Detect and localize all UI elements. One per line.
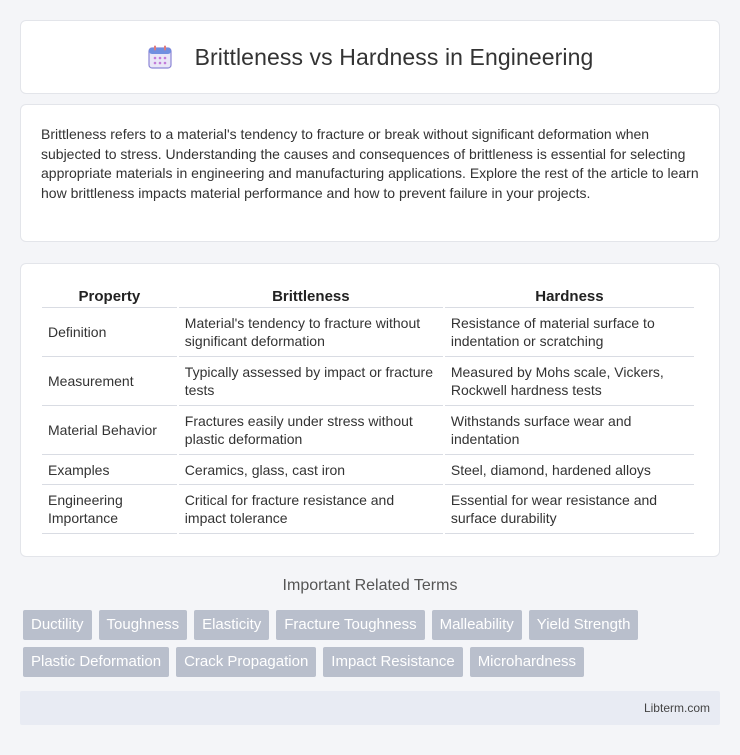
title-card [20,20,720,94]
table-cell: Examples [42,455,177,485]
intro-card [20,104,720,242]
table-cell: Essential for wear resistance and surface durability [445,485,694,534]
page-title: Brittleness vs Hardness in Engineering [194,43,594,70]
table-cell: Measurement [42,357,177,406]
term-chip-microhardness[interactable]: Microhardness [470,647,584,677]
table-row [42,455,694,485]
table-cell: Material Behavior [42,406,177,455]
term-chip-yield-strength[interactable]: Yield Strength [529,610,639,640]
table-cell: Definition [42,308,177,357]
table-cell: Typically assessed by impact or fracture tests [179,357,443,406]
table-cell: Engineering Importance [42,485,177,534]
footer-site-link[interactable]: Libterm.com [643,701,710,715]
column-header-brittleness: Brittleness [179,284,443,308]
terms-row [23,610,723,640]
comparison-table [40,284,696,534]
table-row [42,357,694,406]
table-cell: Fractures easily under stress without plastic deformation [179,406,443,455]
table-cell: Steel, diamond, hardened alloys [445,455,694,485]
table-cell: Material's tendency to fracture without significant deformation [179,308,443,357]
term-chip-elasticity[interactable]: Elasticity [194,610,269,640]
term-chip-plastic-deformation[interactable]: Plastic Deformation [23,647,169,677]
term-chip-impact-resistance[interactable]: Impact Resistance [323,647,462,677]
calendar-icon [147,44,173,70]
table-row [42,406,694,455]
table-cell: Resistance of material surface to indentation or scratching [445,308,694,357]
term-chip-ductility[interactable]: Ductility [23,610,92,640]
table-row [42,308,694,357]
table-cell: Ceramics, glass, cast iron [179,455,443,485]
term-chip-crack-propagation[interactable]: Crack Propagation [176,647,316,677]
related-terms [23,610,723,684]
table-cell: Critical for fracture resistance and impact tolerance [179,485,443,534]
footer [20,691,720,725]
intro-paragraph: Brittleness refers to a material's tendency to fracture or break without significant deformation when subjected to stress. Understanding the causes and consequences of brittleness is essential for selecting appropriate materials in engineering and manufacturing applications. Explore the rest of the article to learn how brittleness impacts material performance and how to prevent failure in your projects. [41,126,699,201]
table-header-row [42,284,694,308]
terms-row [23,647,723,677]
table-row [42,485,694,534]
column-header-property: Property [42,284,177,308]
column-header-hardness: Hardness [445,284,694,308]
comparison-table-card [20,263,720,557]
table-cell: Withstands surface wear and indentation [445,406,694,455]
term-chip-toughness[interactable]: Toughness [99,610,188,640]
term-chip-fracture-toughness[interactable]: Fracture Toughness [276,610,424,640]
related-terms-heading: Important Related Terms [282,577,458,594]
table-cell: Measured by Mohs scale, Vickers, Rockwell hardness tests [445,357,694,406]
term-chip-malleability[interactable]: Malleability [432,610,522,640]
